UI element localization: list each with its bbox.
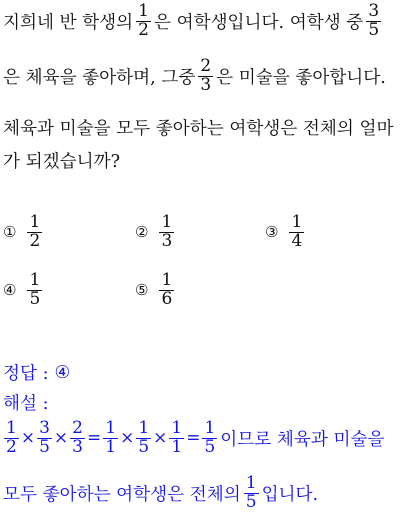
question-text: 은 체육을 좋아하며, 그중 [3, 67, 196, 88]
fraction: $\frac{2}{3}$ [200, 56, 212, 95]
explanation-text: 입니다. [261, 484, 319, 505]
answer-label: 정답 : [3, 364, 49, 384]
fraction: $\frac{2}{3}$ [72, 418, 83, 457]
question-text: 지희네 반 학생의 [3, 12, 134, 33]
equation-terms [3, 420, 218, 457]
choice-fraction: $\frac{1}{3}$ [161, 212, 173, 251]
fraction: $\frac{1}{1}$ [171, 418, 183, 457]
explanation-text: 모두 좋아하는 여학생은 전체의 [3, 484, 241, 505]
question-text: 가 되겠습니까? [3, 152, 120, 172]
times-sign: × [153, 428, 168, 449]
question-line-2 [3, 58, 386, 95]
question-line-1 [3, 3, 384, 40]
question-line-4 [3, 148, 120, 173]
fraction: $\frac{1}{5}$ [138, 418, 150, 457]
times-sign: × [20, 428, 36, 449]
choice-2[interactable] [135, 214, 177, 251]
question-line-3 [3, 115, 393, 140]
fraction: $\frac{1}{2}$ [6, 418, 17, 457]
explanation-equation [3, 420, 384, 457]
fraction: $\frac{1}{5}$ [204, 418, 216, 457]
fraction: $\frac{1}{1}$ [105, 418, 117, 457]
explanation-label-line [3, 390, 49, 415]
times-sign: × [120, 428, 135, 449]
times-sign: × [53, 428, 69, 449]
choice-marker: ④ [3, 281, 17, 300]
fraction: $\frac{3}{5}$ [368, 1, 380, 40]
explanation-line-2 [3, 475, 318, 512]
question-text: 은 여학생입니다. 여학생 중 [153, 12, 364, 33]
choice-1[interactable] [3, 214, 45, 251]
choice-marker: ③ [265, 223, 279, 242]
choice-3[interactable] [265, 214, 307, 251]
choice-marker: ① [3, 223, 17, 242]
choice-fraction: $\frac{1}{5}$ [29, 270, 41, 309]
answer-line [3, 360, 70, 385]
choice-4[interactable] [3, 272, 45, 309]
choice-fraction: $\frac{1}{2}$ [29, 212, 41, 251]
fraction: $\frac{1}{2}$ [138, 1, 149, 40]
question-text: 체육과 미술을 모두 좋아하는 여학생은 전체의 얼마 [3, 119, 394, 139]
fraction: $\frac{3}{5}$ [39, 418, 50, 457]
choice-5[interactable] [135, 272, 177, 309]
question-text: 은 미술을 좋아합니다. [216, 67, 386, 88]
explanation-text: 이므로 체육과 미술을 [220, 429, 385, 450]
choice-marker: ② [135, 223, 149, 242]
explanation-label: 해설 : [3, 394, 49, 414]
equals-sign: = [186, 428, 201, 449]
choice-fraction: $\frac{1}{4}$ [291, 212, 303, 251]
equals-sign: = [86, 428, 102, 449]
choice-fraction: $\frac{1}{6}$ [161, 270, 173, 309]
fraction: $\frac{1}{5}$ [245, 473, 257, 512]
answer-value: ④ [54, 362, 71, 383]
choice-marker: ⑤ [135, 281, 149, 300]
